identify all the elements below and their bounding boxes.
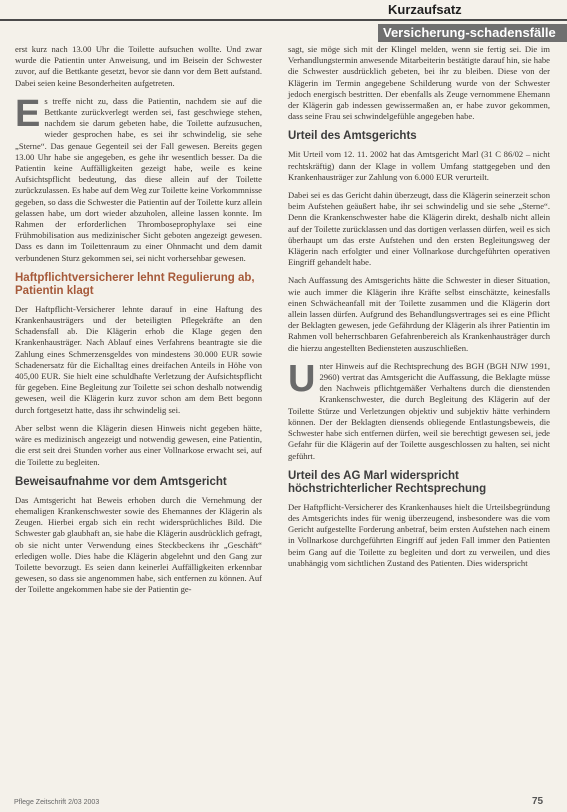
- right-paragraph-5: [288, 357, 550, 462]
- header-rule: [0, 19, 567, 21]
- header-kicker: Kurzaufsatz: [388, 2, 462, 17]
- section-heading-haftpflicht: Haftpflichtversicherer lehnt Regulierung ab, Patientin klagt: [15, 271, 255, 297]
- left-paragraph-4: Aber selbst wenn die Klägerin diesen Hinweis nicht gegeben hätte, wäre es medizinisch angezeigt und notwendig gewesen, eine Patientin, die erst seit drei Stunden vorher aus einer Vollnarkose erwacht sei, auf die Toilette zu begleiten.: [15, 422, 262, 467]
- left-column: [15, 44, 262, 603]
- right-paragraph-5-text: nter Hinweis auf die Rechtsprechung des BGH (BGH NJW 1991, 2960) vertrat das Amtsgericht die Auffassung, die Beklagte müsse den Nachweis pflichtgemäßer Verhaltens durch die dienstenden Krankenschwester, die durch Begleitung des Klägerin auf der Toilette Stürze und Verletzungen objektiv und subjektiv hätte verhindern können. Der der Beklagten diensends obliegende Entlastungsbeweis, die Schwester habe sich entfernen dürfen, weil sie berechtigt gewesen sei, jede Gefahr für die Klägerin auf der Toilette ausgeschlossen zu halten, sei nicht geführt.: [288, 360, 550, 461]
- right-column: [288, 44, 550, 576]
- section-heading-beweisaufnahme: Beweisaufnahme vor dem Amtsgericht: [15, 475, 227, 488]
- left-paragraph-3: Der Haftpflicht-Versicherer lehnte darauf in eine Haftung des Krankenhausträgers und der beteiligten Pflegekräfte an den Schadensfall ab. Die Klägerin erhob die Klage gegen den Krankenhausträger. Nach Ablauf eines Verfahrens beantragte sie die Zahlung eines Schmerzensgeldes von mindestens 30.000 EUR sowie Schadenersatz für die Eichalltag eines dreifachen Anteils in Höhe von 405,00 EUR. Sie hielt eine schuldhafte Verletzung der Aufsichtspflicht für gegeben. Eine Begleitung zur Toilette sei schon deshalb notwendig gewesen, weil die Klägerin kurz zuvor schon am dem Bett begonn durch fortgesetzt hatte, dass ihr schwindelig sei.: [15, 303, 262, 415]
- right-paragraph-3: Dabei sei es das Gericht dahin überzeugt, dass die Klägerin seinerzeit schon beim Aufstehen geäußert habe, ihr sei schwindelig und sie sehe „Sterne“. Denn die Krankenschwester habe die Klägerin direkt, deshalb nicht allein auf der Toilette zurücklassen und das dortigen verlassen dürfen, weil es sich überhaupt um das erste Aufstehen und den ersten Begleitungsweg der Klägerin nach erfolgter und einer Vollnarkose durchgeführten operativen Eingriff gehandelt habe.: [288, 190, 550, 268]
- right-paragraph-6: Der Haftpflicht-Versicherer des Krankenhauses hielt die Urteilsbegründung des Amtsgerichts indes für wenig überzeugend, insbesondere was die vom Gericht aufgestellte Forderung anbetraf, beim ersten Aufstehen nach einem in Vollnarkose durchgeführten Eingriff auf jeden Fall immer den Patienten beim Gang auf die Toilette zu begleiten und dort zu verweilen, und dies unabhängig vom sichtlichen Zustand des Patienten. Dies widerspricht: [288, 501, 550, 568]
- section-heading-ag-marl: Urteil des AG Marl widerspricht höchstrichterlicher Rechtsprechung: [288, 469, 487, 495]
- left-paragraph-2-text: s treffe nicht zu, dass die Patientin, nachdem sie auf die Bettkante zurückverlegt werden sei, fast geschwiege stehen, nachdem sie darum gebeten habe, die Toilette aufzusuchen, wieder gesprochen habe, es sei ihr schwindelig, sie sehe „Sterne“. Das genaue Gegenteil sei der Fall gewesen. Bereits gegen 13.00 Uhr habe sie angegeben, es gehe ihr wesentlich besser. Da die Patientin keine Auffälligkeiten gezeigt habe, weile es keine Aufsichtspflicht bedeutung, das diese allein auf der Toilette zurückzulassen. Es habe auf dem Weg zur Toilette keine Vorkommnisse gegeben, so dass die Schwester die Patientin auf der Toilette kurz allein gelassen habe, um dort wieder abzuholen, alleine lassen konnte. Im Rahmen der erforderlichen Thromboseprophylaxe sei eine Frühmobilisation aus medizinischer Sicht geboten angezeigt gewesen. Dass es dann im Toilettenraum zu einer Ohnmacht und dem damit verbundenen Sturz gekommen sei, sei nicht vorhersehbar gewesen.: [15, 95, 262, 263]
- footer-source: Pflege Zeitschrift 2/03 2003: [14, 799, 100, 806]
- drop-cap-u: U: [288, 357, 316, 400]
- page-number: 75: [532, 796, 544, 807]
- right-paragraph-1: sagt, sie möge sich mit der Klingel melden, wenn sie fertig sei. Die im Verhandlungstermin anwesende Mitarbeiterin bestätigte darauf hin, sie habe die Schwester ausdrücklich gebeten, bei ihr zu bleiben. Diese von der Klägerin im Termin angegebene Schilderung wurde von der Schwester jedoch energisch bestritten. Der ebenfalls als Zeuge vernommene Ehemann der Klägerin gab indessen gewissermaßen an, er habe zuvor gekommen, dass seine Frau sei schwindelgefühle angegeben habe.: [288, 44, 550, 122]
- left-paragraph-2: [15, 92, 262, 264]
- right-paragraph-2: Mit Urteil vom 12. 11. 2002 hat das Amtsgericht Marl (31 C 86/02 – nicht rechtskräftig) dann der Klage in vollem Umfang stattgegeben und den Krankenhausträger zur Zahlung von 6.000 EUR verurteilt.: [288, 149, 550, 182]
- left-paragraph-5: Das Amtsgericht hat Beweis erhoben durch die Vernehmung der ehemaligen Krankenschwester sowie des Ehemannes der Klägerin als Zeugen. Hierbei ergab sich ein recht widersprüchliches Bild. Die Schwester gab glaubhaft an, sie habe die Klägerin ausdrücklich gefragt, ob sie nicht unter Verwendung eines Steckbeckens ihr „Geschäft“ erledigen wolle. Dies habe die Klägerin abgelehnt und den Gang zur Toilette bevorzugt. Es seien dann keinerlei Auffälligkeiten erkennbar gewesen, so dass sie angenommen habe, sich entfernen zu können. Auf der Toilette angekommen habe sie der Patientin ge-: [15, 494, 262, 595]
- drop-cap: E: [15, 92, 41, 135]
- left-paragraph-1: erst kurz nach 13.00 Uhr die Toilette aufsuchen wollte. Und zwar wurde die Patientin unter Anweisung, und im Beisein der Schwester zuvor, auf die Bettkante gesetzt, bevor sie dann vor dem Bett aufstand. Dabei seien keine Besonderheiten aufgetreten.: [15, 44, 262, 88]
- right-paragraph-4: Nach Auffassung des Amtsgerichts hätte die Schwester in dieser Situation, wie auch immer die Klägerin ihre Kräfte selbst einschätzte, keinesfalls einen Schwächeanfall mit der Toilette zusammen und die Klägerin dort allein lassen dürfen. Aufgrund des Behandlungsvertrages sei es eine Pflicht der Beklagten gewesen, jede Gefährdung der Klägerin als ihrer Patientin im Rahmen voll beherrschbaren Gefahrenbereich als Krankenhausträger durch die hierzu angestellten Bediensteten auszuschließen.: [288, 275, 550, 353]
- section-heading-urteil: Urteil des Amtsgerichts: [288, 130, 417, 143]
- header-section-title: Versicherung-schadensfälle: [383, 25, 556, 40]
